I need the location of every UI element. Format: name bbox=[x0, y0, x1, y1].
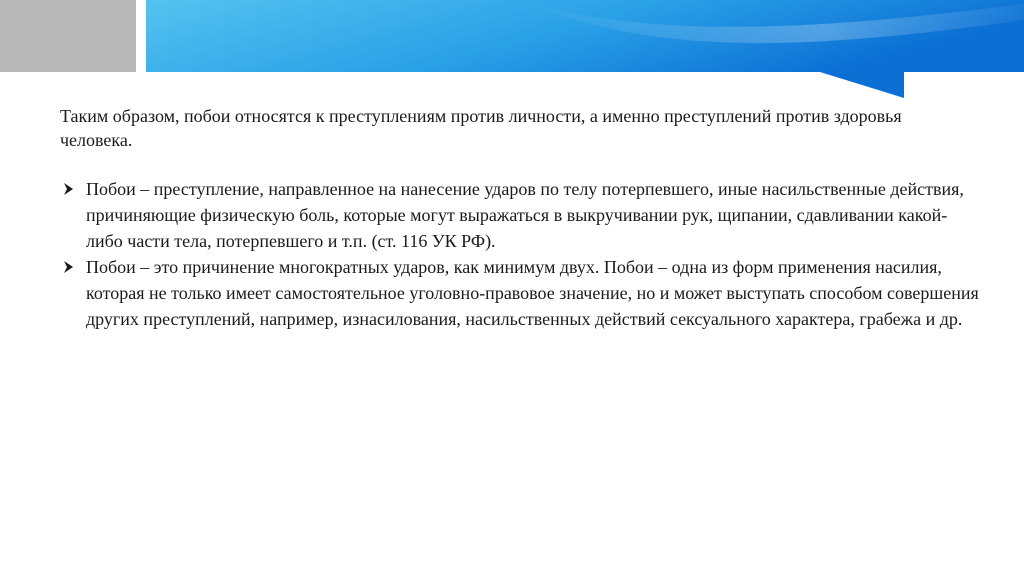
list-item bbox=[60, 254, 980, 332]
bullet-list bbox=[60, 176, 980, 332]
list-item bbox=[60, 176, 980, 254]
header-blue-band bbox=[146, 0, 1024, 72]
header-banner bbox=[0, 0, 1024, 100]
bullet-text: Побои – преступление, направленное на нанесение ударов по телу потерпевшего, иные насильственные действия, причиняющие физическую боль, которые могут выражаться в выкручивании рук, щипании, сдавливании какой-либо части тела, потерпевшего и т.п. (ст. 116 УК РФ). bbox=[86, 179, 964, 251]
bullet-text: Побои – это причинение многократных ударов, как минимум двух. Побои – одна из форм применения насилия, которая не только имеет самостоятельное уголовно-правовое значение, но и может выступать способом совершения других преступлений, например, изнасилования, насильственных действий сексуального характера, грабежа и др. bbox=[86, 257, 979, 329]
header-gray-block bbox=[0, 0, 136, 72]
arrowhead-bullet-icon bbox=[60, 254, 80, 280]
intro-paragraph: Таким образом, побои относятся к преступлениям против личности, а именно преступлений против здоровья человека. bbox=[60, 106, 902, 150]
header-tab-tail bbox=[820, 72, 904, 98]
arrowhead-bullet-icon bbox=[60, 176, 80, 202]
